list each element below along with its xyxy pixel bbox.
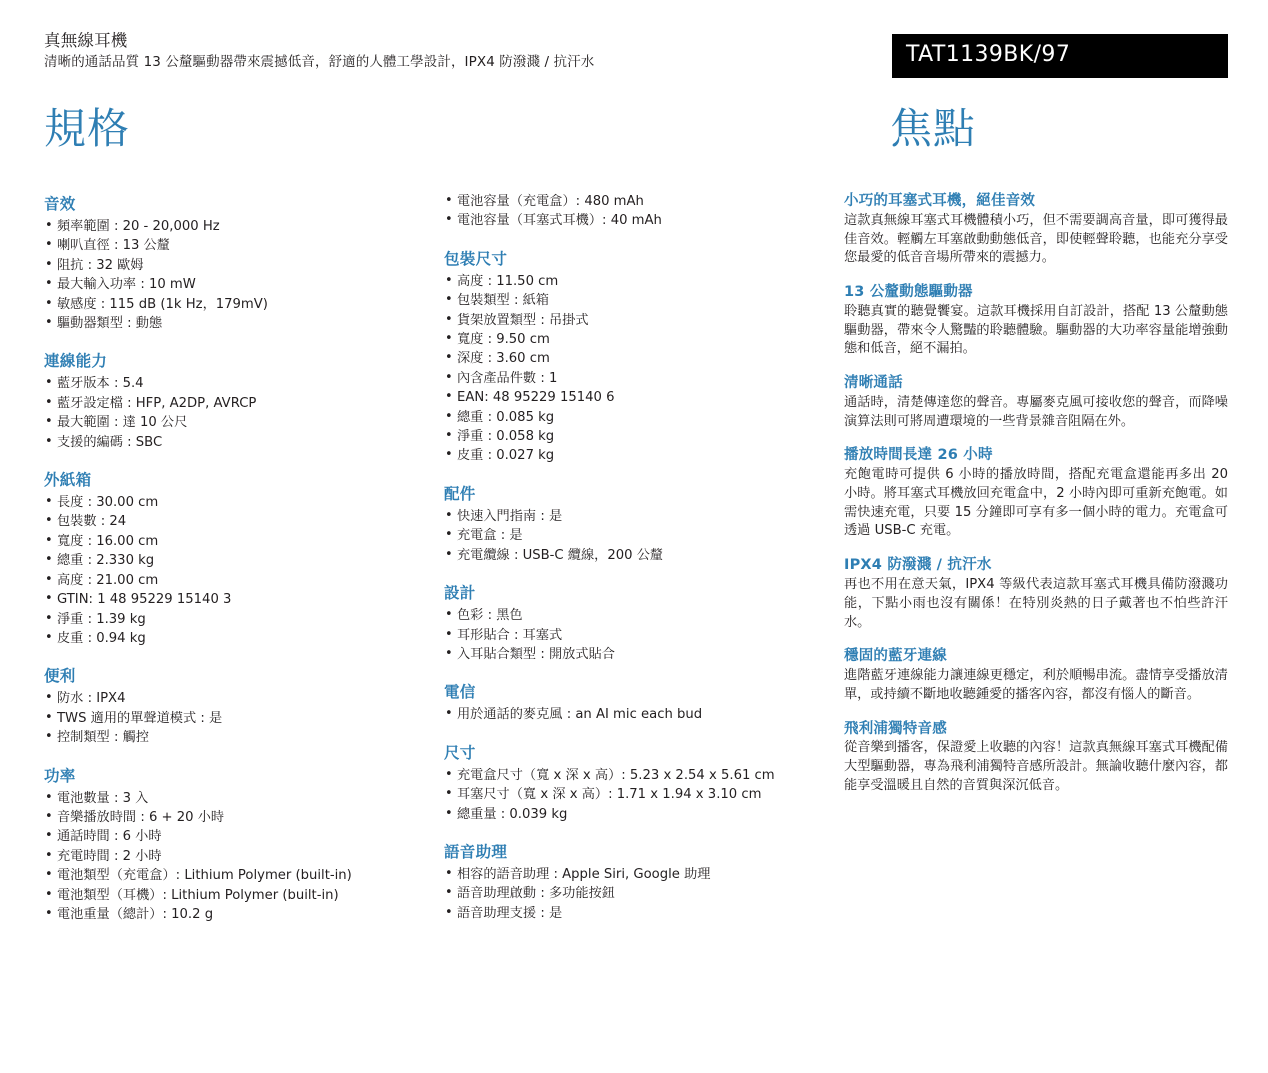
spec-group-title: 電信 <box>444 683 476 702</box>
highlight-body: 這款真無線耳塞式耳機體積小巧，但不需要調高音量，即可獲得最佳音效。輕觸左耳塞啟動動態低音，即使輕聲聆聽，也能充分享受您最愛的低音音場所帶來的震撼力。 <box>844 212 1228 266</box>
spec-item: • 耳形貼合 : 耳塞式 <box>444 626 834 645</box>
spec-list <box>444 507 834 565</box>
spec-item: • 藍牙設定檔 : HFP, A2DP, AVRCP <box>44 394 434 413</box>
spec-item: • 阻抗 : 32 歐姆 <box>44 256 434 275</box>
specs-column-2 <box>444 192 844 940</box>
spec-item: • 電池數量 : 3 入 <box>44 789 434 808</box>
spec-item: • 總重量 : 0.039 kg <box>444 805 834 824</box>
highlight-item <box>844 374 1228 431</box>
spec-item: • 皮重 : 0.94 kg <box>44 629 434 648</box>
spec-item: • 淨重 : 1.39 kg <box>44 610 434 629</box>
spec-list <box>44 493 434 648</box>
spec-item: • 長度 : 30.00 cm <box>44 493 434 512</box>
spec-item: • 高度 : 11.50 cm <box>444 272 834 291</box>
spec-item: • 相容的語音助理 : Apple Siri, Google 助理 <box>444 865 834 884</box>
spec-group <box>44 468 434 648</box>
spec-item: • 支援的編碼 : SBC <box>44 433 434 452</box>
highlight-body: 再也不用在意天氣，IPX4 等級代表這款耳塞式耳機具備防潑濺功能，下點小雨也沒有關係！在特別炎熱的日子戴著也不怕些許汗水。 <box>844 577 1228 630</box>
spec-item: • 音樂播放時間 : 6 + 20 小時 <box>44 808 434 827</box>
spec-list <box>44 374 434 452</box>
spec-group <box>444 192 834 231</box>
spec-group-title: 功率 <box>44 766 76 785</box>
specs-column-1 <box>44 192 444 940</box>
highlight-body: 充飽電時可提供 6 小時的播放時間，搭配充電盒還能再多出 20 小時。將耳塞式耳機放回充電盒中，2 小時內即可重新充飽電。如需快速充電，只要 15 分鐘即可享有多一個小時的電力。充電盒可透過 USB-C 充電。 <box>844 467 1228 539</box>
spec-group <box>44 764 434 925</box>
spec-list <box>444 766 834 824</box>
spec-item: • 充電盒 : 是 <box>444 526 834 545</box>
specs-heading: 規格 <box>44 104 131 153</box>
spec-group-title: 尺寸 <box>444 743 476 762</box>
highlight-item <box>844 556 1228 632</box>
spec-group <box>444 581 834 664</box>
spec-group <box>44 664 434 747</box>
spec-item: • 高度 : 21.00 cm <box>44 571 434 590</box>
spec-item: • 語音助理支援 : 是 <box>444 904 834 923</box>
spec-group-title: 連線能力 <box>44 352 108 371</box>
spec-item: • GTIN: 1 48 95229 15140 3 <box>44 590 434 609</box>
spec-item: • 最大範圍 : 達 10 公尺 <box>44 413 434 432</box>
model-number-badge: TAT1139BK/97 <box>892 34 1228 78</box>
product-subtitle: 清晰的通話品質 13 公釐驅動器帶來震撼低音，舒適的人體工學設計，IPX4 防潑濺 / 抗汗水 <box>44 54 595 71</box>
spec-item: • 耳塞尺寸（寬 x 深 x 高）: 1.71 x 1.94 x 3.10 cm <box>444 785 834 804</box>
spec-group <box>44 349 434 452</box>
highlight-title: 穩固的藍牙連線 <box>844 648 947 665</box>
spec-group-title: 包裝尺寸 <box>444 249 508 268</box>
spec-item: • 頻率範圍 : 20 - 20,000 Hz <box>44 217 434 236</box>
spec-item: • EAN: 48 95229 15140 6 <box>444 388 834 407</box>
spec-item: • 敏感度 : 115 dB (1k Hz，179mV) <box>44 295 434 314</box>
spec-list <box>44 689 434 747</box>
spec-item: • 入耳貼合類型 : 開放式貼合 <box>444 645 834 664</box>
spec-item: • 內含產品件數 : 1 <box>444 369 834 388</box>
spec-item: • 電池容量（充電盒）: 480 mAh <box>444 192 834 211</box>
highlight-body: 從音樂到播客，保證愛上收聽的內容！這款真無線耳塞式耳機配備大型驅動器，專為飛利浦獨特音感所設計。無論收聽什麼內容，都能享受溫暖且自然的音質與深沉低音。 <box>844 740 1228 793</box>
spec-item: • 貨架放置類型 : 吊掛式 <box>444 311 834 330</box>
spec-item: • 快速入門指南 : 是 <box>444 507 834 526</box>
spec-item: • 總重 : 2.330 kg <box>44 551 434 570</box>
spec-item: • 深度 : 3.60 cm <box>444 349 834 368</box>
spec-item: • 通話時間 : 6 小時 <box>44 827 434 846</box>
highlight-title: 播放時間長達 26 小時 <box>844 447 993 464</box>
spec-group-title: 語音助理 <box>444 842 508 861</box>
highlight-body: 聆聽真實的聽覺饗宴。這款耳機採用自訂設計，搭配 13 公釐動態驅動器，帶來令人驚豔的聆聽體驗。驅動器的大功率容量能增強動態和低音，絕不漏拍。 <box>844 303 1228 357</box>
spec-group-title: 便利 <box>44 667 76 686</box>
spec-list <box>444 705 834 724</box>
spec-item: • 寬度 : 16.00 cm <box>44 532 434 551</box>
spec-item: • 語音助理啟動 : 多功能按鈕 <box>444 884 834 903</box>
highlight-item <box>844 192 1228 268</box>
spec-item: • 防水 : IPX4 <box>44 689 434 708</box>
page-header <box>44 30 1228 92</box>
spec-item: • 充電時間 : 2 小時 <box>44 847 434 866</box>
content-columns <box>44 192 1228 940</box>
spec-group <box>444 247 834 466</box>
highlight-item <box>844 720 1228 796</box>
spec-group <box>444 680 834 724</box>
spec-item: • 最大輸入功率 : 10 mW <box>44 275 434 294</box>
highlight-body: 通話時，清楚傳達您的聲音。專屬麥克風可接收您的聲音，而降噪演算法則可將周遭環境的一些背景雜音阻隔在外。 <box>844 394 1228 429</box>
product-title: 真無線耳機 <box>44 31 128 50</box>
spec-group <box>444 741 834 824</box>
spec-list <box>444 606 834 664</box>
spec-group <box>444 840 834 923</box>
spec-item: • 用於通話的麥克風 : an AI mic each bud <box>444 705 834 724</box>
highlight-item <box>844 283 1228 359</box>
spec-item: • 藍牙版本 : 5.4 <box>44 374 434 393</box>
highlight-item <box>844 446 1228 541</box>
highlight-title: 飛利浦獨特音感 <box>844 720 947 737</box>
spec-item: • 寬度 : 9.50 cm <box>444 330 834 349</box>
highlight-title: 13 公釐動態驅動器 <box>844 284 973 301</box>
spec-item: • 控制類型 : 觸控 <box>44 728 434 747</box>
highlight-body: 進階藍牙連線能力讓連線更穩定，利於順暢串流。盡情享受播放清單，或持續不斷地收聽鍾愛的播客內容，都沒有惱人的斷音。 <box>844 668 1228 702</box>
spec-list <box>44 217 434 333</box>
spec-list <box>444 272 834 466</box>
spec-group-title: 外紙箱 <box>44 471 92 490</box>
spec-item: • 包裝數 : 24 <box>44 512 434 531</box>
spec-item: • 喇叭直徑 : 13 公釐 <box>44 236 434 255</box>
spec-item: • 電池類型（耳機）: Lithium Polymer (built-in) <box>44 886 434 905</box>
spec-group-title: 音效 <box>44 195 76 213</box>
spec-list <box>44 789 434 925</box>
spec-group-title: 配件 <box>444 484 476 503</box>
highlight-title: 小巧的耳塞式耳機，絕佳音效 <box>844 193 1036 209</box>
spec-item: • 電池重量（總計）: 10.2 g <box>44 905 434 924</box>
spec-group <box>444 482 834 565</box>
spec-item: • 總重 : 0.085 kg <box>444 408 834 427</box>
highlight-title: 清晰通話 <box>844 375 903 392</box>
spec-item: • 色彩 : 黑色 <box>444 606 834 625</box>
spec-item: • 充電纜線 : USB-C 纜線，200 公釐 <box>444 546 834 565</box>
spec-item: • 皮重 : 0.027 kg <box>444 446 834 465</box>
section-headings <box>44 104 1228 186</box>
spec-item: • 電池容量（耳塞式耳機）: 40 mAh <box>444 211 834 230</box>
spec-item: • 驅動器類型 : 動態 <box>44 314 434 333</box>
spec-list <box>444 192 834 231</box>
spec-group <box>44 192 434 333</box>
highlights-column <box>844 192 1228 940</box>
spec-item: • 淨重 : 0.058 kg <box>444 427 834 446</box>
highlight-title: IPX4 防潑濺 / 抗汗水 <box>844 557 992 574</box>
spec-item: • TWS 適用的單聲道模式 : 是 <box>44 709 434 728</box>
spec-list <box>444 865 834 923</box>
highlight-item <box>844 647 1228 704</box>
spec-item: • 充電盒尺寸（寬 x 深 x 高）: 5.23 x 2.54 x 5.61 cm <box>444 766 834 785</box>
spec-item: • 電池類型（充電盒）: Lithium Polymer (built-in) <box>44 866 434 885</box>
spec-item: • 包裝類型 : 紙箱 <box>444 291 834 310</box>
highlights-heading: 焦點 <box>890 104 977 153</box>
spec-group-title: 設計 <box>444 584 476 603</box>
